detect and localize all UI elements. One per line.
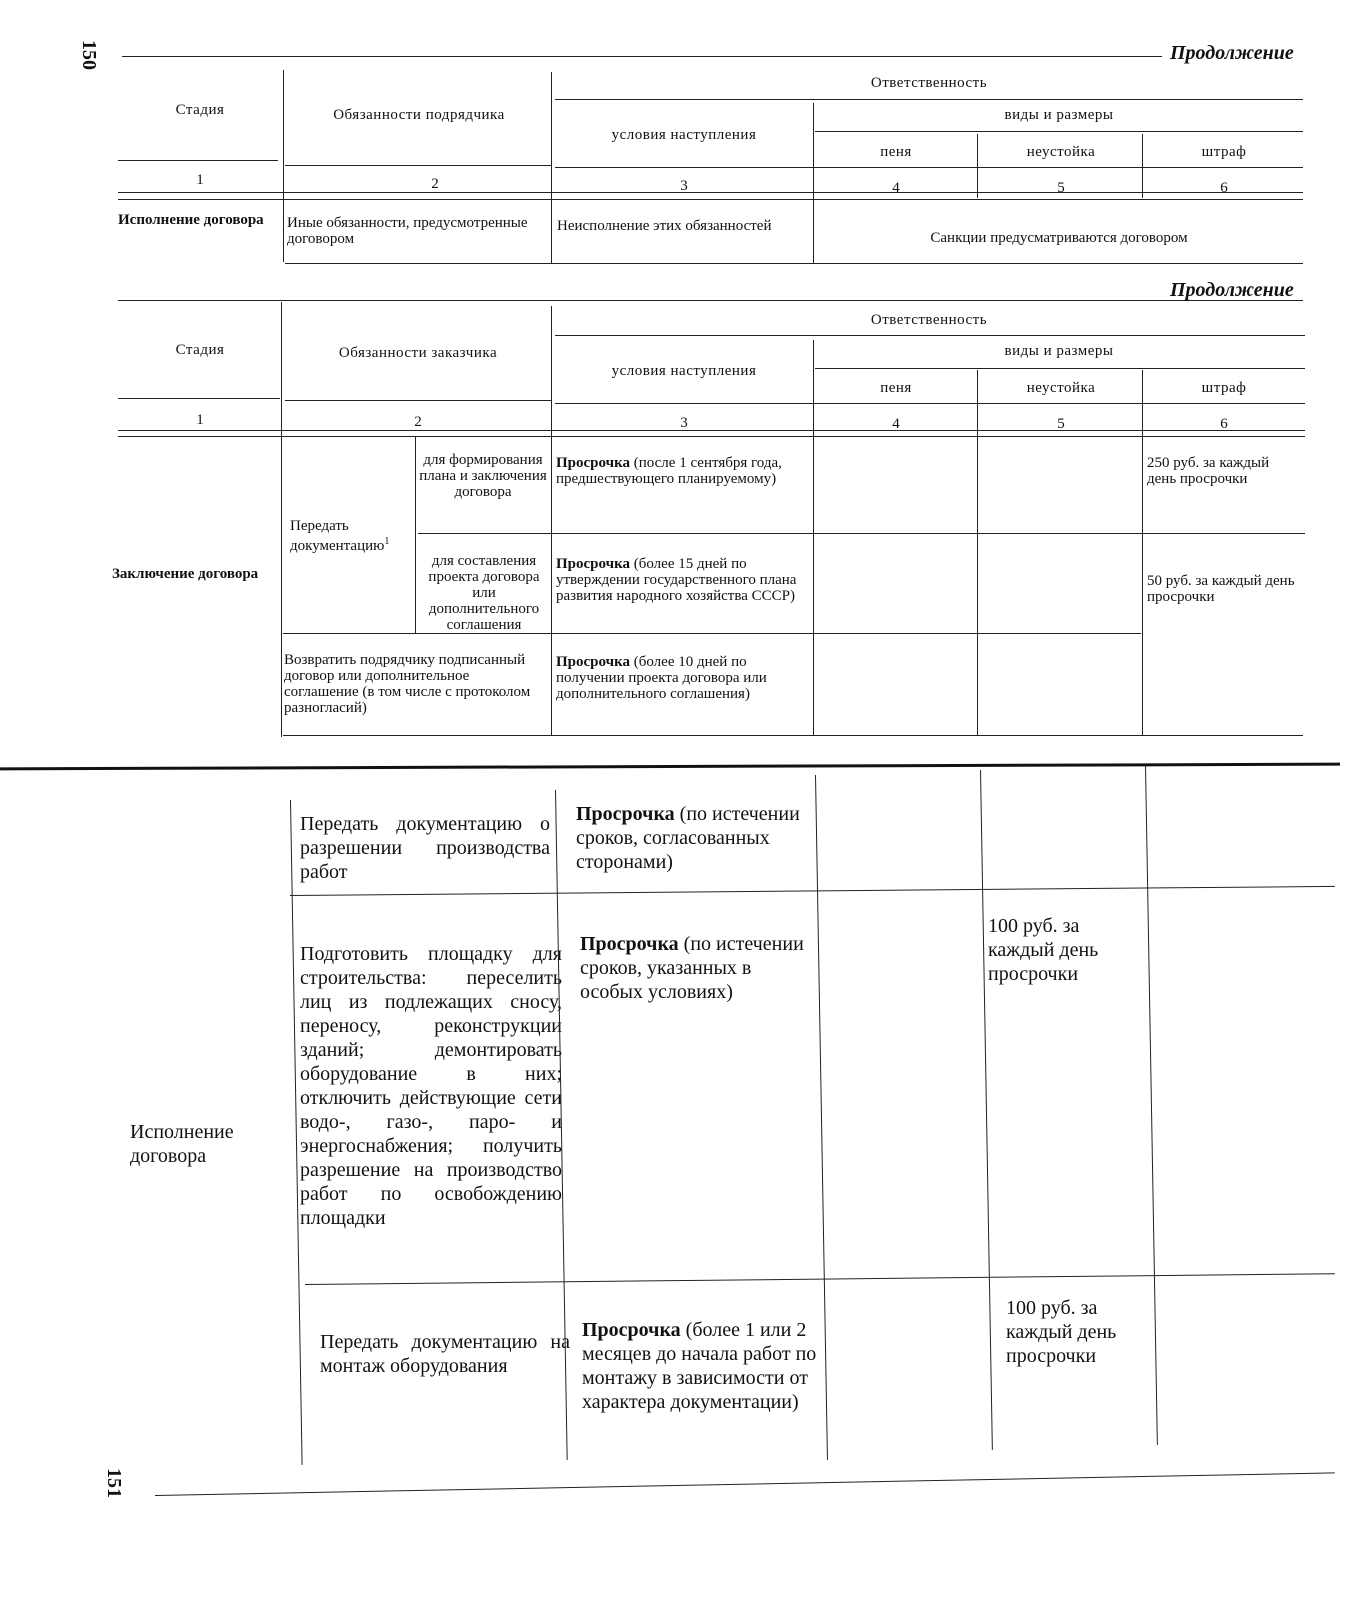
row4-cond-rest: (по истечении сроков, согласованных сторонами) bbox=[576, 803, 800, 873]
table2-row1-sub: для формирования плана и заключения договора bbox=[419, 452, 547, 500]
table2-stage-execution: Исполнение договора bbox=[130, 1121, 234, 1167]
row3-cond-bold: Просрочка bbox=[556, 654, 630, 670]
table1-rule bbox=[283, 70, 284, 262]
table2-row6-duty: Передать документацию на монтаж оборудования bbox=[320, 1331, 570, 1377]
table2-bottom-rule bbox=[155, 1472, 1335, 1496]
table1-header-penalty: пеня bbox=[880, 144, 912, 160]
table2-col-num: 3 bbox=[680, 415, 688, 431]
table1-rule bbox=[1142, 134, 1143, 198]
table2-rule bbox=[290, 886, 1335, 896]
table1-col-num: 5 bbox=[1057, 180, 1065, 196]
table2-header-penalty: пеня bbox=[880, 380, 912, 396]
table2-rule bbox=[281, 302, 282, 737]
table2-header-responsibility: Ответственность bbox=[870, 312, 988, 328]
table2-rule bbox=[980, 770, 993, 1450]
table1-duty: Иные обязанности, предусмотренные договором bbox=[287, 215, 528, 247]
table1-col-num: 3 bbox=[680, 178, 688, 194]
table1-rule bbox=[118, 192, 1303, 193]
table1-header-responsibility: Ответственность bbox=[870, 75, 988, 91]
table2-rule bbox=[555, 403, 1305, 404]
table1-rule bbox=[555, 167, 1303, 168]
table2-col-num: 5 bbox=[1057, 416, 1065, 432]
table1-rule bbox=[285, 263, 1303, 264]
table2-top-rule bbox=[118, 300, 1303, 301]
row6-cond-rest: (более 1 или 2 месяцев до начала работ по монтажу в зависимости от характера документации) bbox=[582, 1319, 817, 1413]
table2-header-fine: штраф bbox=[1201, 380, 1247, 396]
table1-header-kinds: виды и размеры bbox=[1004, 107, 1114, 123]
table2-rule bbox=[305, 1273, 1335, 1285]
table1-rule bbox=[551, 72, 552, 264]
page-number-bottom: 151 bbox=[103, 1468, 125, 1498]
table1-sanctions: Санкции предусматриваются договором bbox=[930, 230, 1188, 246]
table1-rule bbox=[118, 160, 278, 161]
table2-row2-fine: 50 руб. за каждый день просрочки bbox=[1147, 573, 1295, 605]
transfer-docs-footnote: 1 bbox=[384, 536, 390, 547]
table2-rule bbox=[555, 335, 1305, 336]
table2-col-num: 4 bbox=[892, 416, 900, 432]
table2-rule bbox=[118, 398, 280, 399]
table2-header-conditions: условия наступления bbox=[611, 363, 757, 379]
table1-top-rule bbox=[122, 56, 1162, 57]
table2-rule bbox=[415, 437, 416, 633]
table1-col-num: 6 bbox=[1220, 180, 1228, 196]
table1-rule bbox=[813, 103, 814, 263]
table2-rule bbox=[118, 430, 1305, 431]
transfer-docs-text: Передать документацию bbox=[290, 518, 385, 554]
row5-cond-rest: (по истечении сроков, указанных в особых условиях) bbox=[580, 933, 804, 1003]
continuation-label-2: Продолжение bbox=[1170, 279, 1294, 301]
table2-row5-condition bbox=[580, 932, 816, 1004]
table1-header-conditions: условия наступления bbox=[611, 127, 757, 143]
table2-header-duties: Обязанности заказчика bbox=[338, 345, 498, 361]
table1-header-fine: штраф bbox=[1201, 144, 1247, 160]
table1-col-num: 4 bbox=[892, 180, 900, 196]
table1-col-num: 1 bbox=[196, 172, 204, 188]
row6-cond-bold: Просрочка bbox=[582, 1319, 681, 1341]
table2-row2-condition bbox=[556, 556, 811, 604]
table1-rule bbox=[977, 134, 978, 198]
table2-row3-duty: Возвратить подрядчику подписанный договор или дополнительное соглашение (в том числе с протоколом разногласий) bbox=[284, 652, 531, 716]
table2-header-kinds: виды и размеры bbox=[1004, 343, 1114, 359]
table1-header-stage: Стадия bbox=[175, 102, 225, 118]
continuation-label-1: Продолжение bbox=[1170, 42, 1294, 64]
table2-rule bbox=[283, 735, 1303, 736]
table1-rule bbox=[118, 199, 1303, 200]
table2-row5-forfeit: 100 руб. за каждый день просрочки bbox=[988, 915, 1099, 985]
table2-rule bbox=[977, 370, 978, 736]
table2-header-stage: Стадия bbox=[175, 342, 225, 358]
table2-stage-conclusion: Заключение договора bbox=[112, 566, 259, 582]
row1-cond-bold: Просрочка bbox=[556, 455, 630, 471]
table2-row3-condition bbox=[556, 654, 811, 702]
table1-rule bbox=[555, 99, 1303, 100]
table2-row6-forfeit: 100 руб. за каждый день просрочки bbox=[1006, 1297, 1117, 1367]
table2-rule bbox=[118, 436, 1305, 437]
row4-cond-bold: Просрочка bbox=[576, 803, 675, 825]
table2-rule bbox=[815, 368, 1305, 369]
row5-cond-bold: Просрочка bbox=[580, 933, 679, 955]
row2-cond-rest: (более 15 дней по утверждении государственного плана развития народного хозяйства СССР) bbox=[556, 556, 797, 604]
page-gutter bbox=[0, 763, 1340, 771]
page-number-top: 150 bbox=[78, 40, 100, 70]
table2-transfer-docs bbox=[290, 518, 415, 554]
table2-rule bbox=[285, 400, 551, 401]
table2-header-forfeit: неустойка bbox=[1026, 380, 1096, 396]
table2-row2-sub: для составления проекта договора или дополнительного соглашения bbox=[428, 553, 540, 633]
table2-row6-condition bbox=[582, 1318, 836, 1414]
table2-row1-condition bbox=[556, 455, 811, 487]
table1-col-num: 2 bbox=[431, 176, 439, 192]
row1-cond-rest: (после 1 сентября года, предшествующего планируемому) bbox=[556, 455, 782, 487]
table2-rule bbox=[813, 340, 814, 736]
table1-rule bbox=[285, 165, 551, 166]
table2-rule bbox=[283, 633, 1141, 634]
table2-row4-duty: Передать документацию о разрешении производства работ bbox=[300, 813, 550, 883]
table2-rule bbox=[551, 306, 552, 736]
row2-cond-bold: Просрочка bbox=[556, 556, 630, 572]
table1-rule bbox=[815, 131, 1303, 132]
table2-row4-condition bbox=[576, 802, 814, 874]
table2-col-num: 1 bbox=[196, 412, 204, 428]
table2-row1-fine: 250 руб. за каждый день просрочки bbox=[1147, 455, 1270, 487]
table2-rule bbox=[1142, 370, 1143, 736]
row3-cond-rest: (более 10 дней по получении проекта договора или дополнительного соглашения) bbox=[556, 654, 767, 702]
table1-condition: Неисполнение этих обязанностей bbox=[557, 218, 772, 234]
table2-col-num: 6 bbox=[1220, 416, 1228, 432]
table1-header-duties: Обязанности подрядчика bbox=[333, 107, 505, 123]
table1-stage: Исполнение договора bbox=[118, 212, 264, 228]
table2-col-num: 2 bbox=[414, 414, 422, 430]
table1-header-forfeit: неустойка bbox=[1026, 144, 1096, 160]
table2-row5-duty: Подготовить площадку для строительства: переселить лиц из подлежащих сносу, переносу, реконструкции зданий; демонтировать оборудование в них; отключить действующие сети водо-, газо-, паро- и энергоснабжения; получить разрешение на производство работ по освобождению площадки bbox=[300, 943, 562, 1229]
